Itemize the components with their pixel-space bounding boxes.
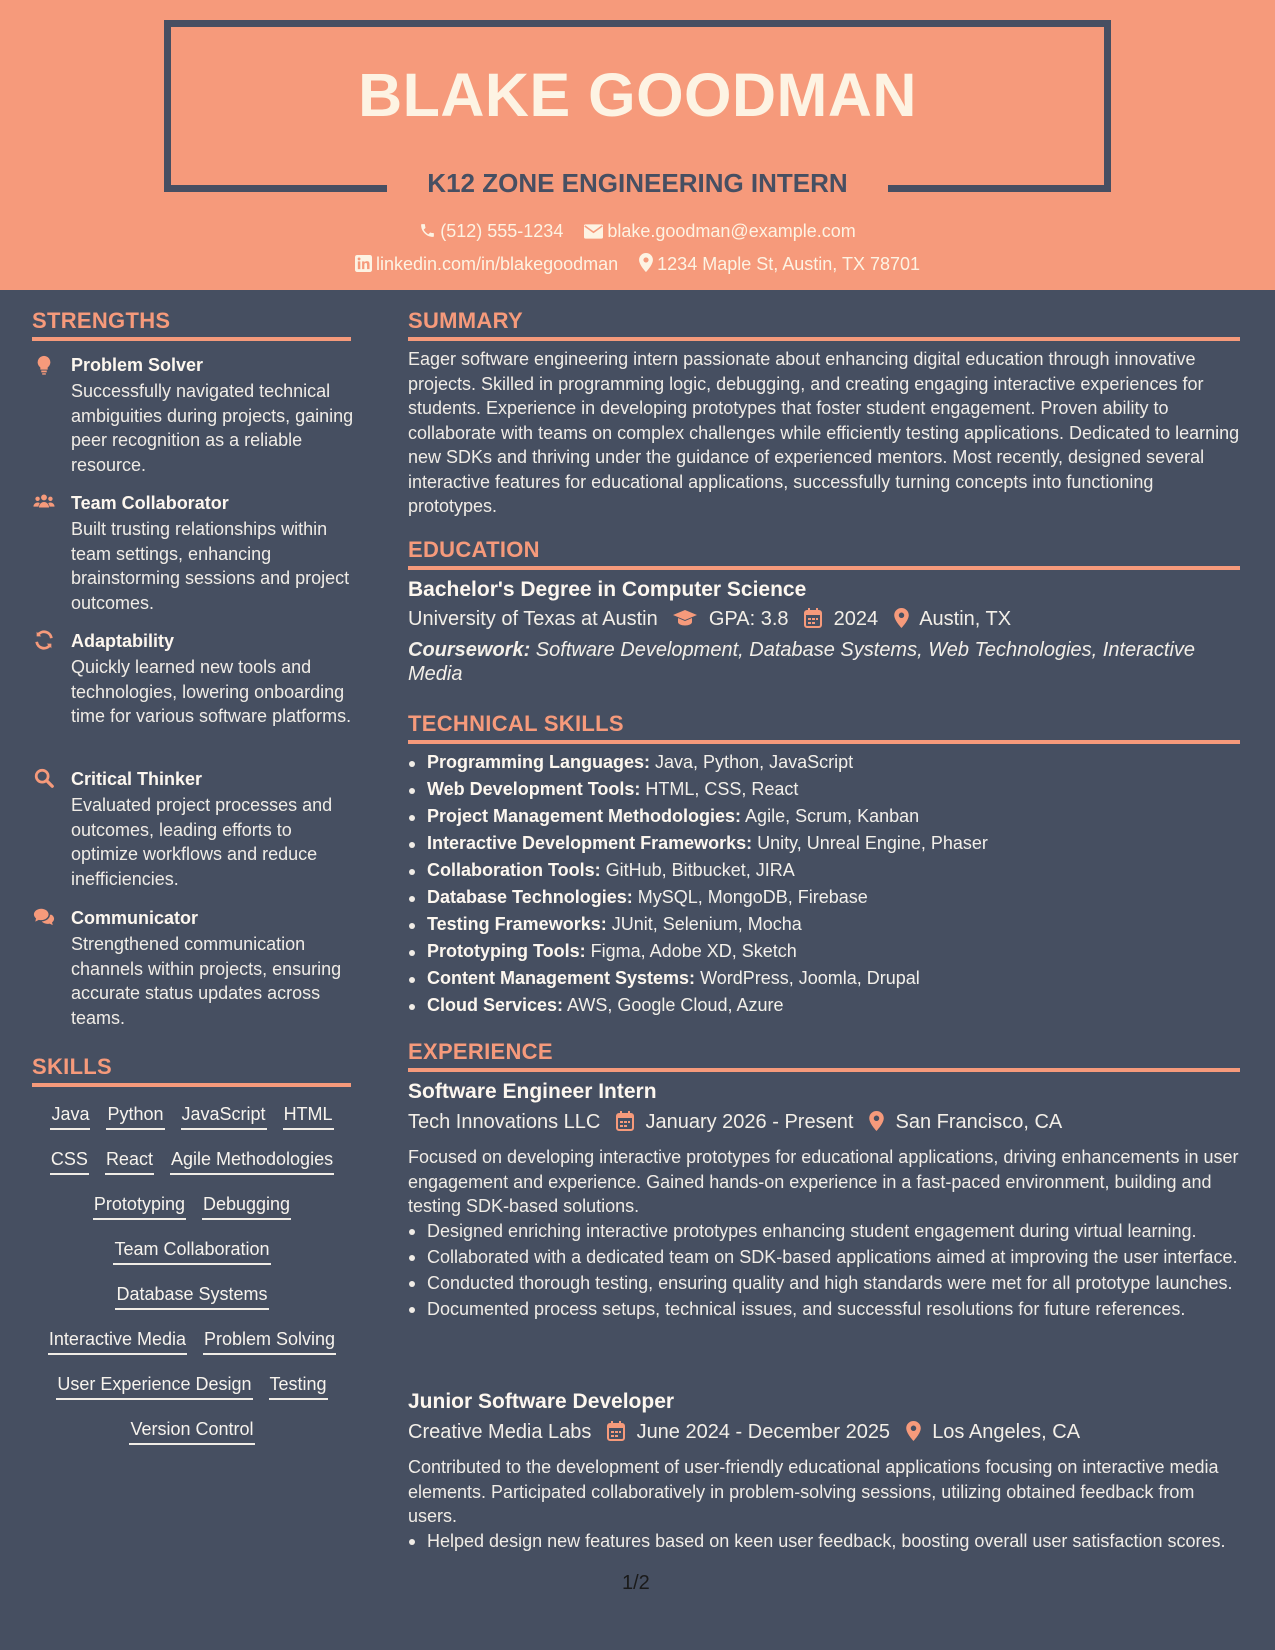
address-contact: 1234 Maple St, Austin, TX 78701 <box>639 253 920 275</box>
envelope-icon <box>584 224 603 239</box>
skill-tag: Testing <box>269 1374 328 1400</box>
map-pin-icon <box>894 608 909 628</box>
skill-tag: Interactive Media <box>48 1329 187 1355</box>
strengths-rule <box>32 337 351 341</box>
calendar-icon <box>607 1421 625 1441</box>
resume-header <box>0 0 1275 290</box>
technical-skills-rule <box>408 740 1240 744</box>
page-indicator: 1/2 <box>622 1572 650 1594</box>
graduation-year: 2024 <box>833 608 879 630</box>
skill-tag-row <box>32 1374 352 1400</box>
skill-tag: Agile Methodologies <box>170 1149 334 1175</box>
skill-tag: HTML <box>283 1104 334 1130</box>
strength-title: Adaptability <box>71 631 175 651</box>
list-item: Content Management Systems: WordPress, Joomla, Drupal <box>408 968 1240 995</box>
job-location: Los Angeles, CA <box>932 1421 1081 1443</box>
strength-title: Problem Solver <box>71 355 204 375</box>
users-icon <box>33 491 55 513</box>
skill-tag: Problem Solving <box>203 1329 336 1355</box>
job-meta <box>408 1111 1062 1134</box>
strength-description: Strengthened communication channels within projects, ensuring accurate status updates across teams. <box>71 934 342 1028</box>
skill-tag: CSS <box>50 1149 89 1175</box>
search-icon <box>33 767 55 789</box>
skill-tag-row <box>32 1194 352 1220</box>
job-bullets <box>408 1219 1240 1323</box>
job-location: San Francisco, CA <box>895 1111 1063 1133</box>
candidate-role: K12 ZONE ENGINEERING INTERN <box>427 168 848 198</box>
strengths-heading: STRENGTHS <box>32 308 171 333</box>
strength-description: Successfully navigated technical ambiguities during projects, gaining peer recognition as a reliable resource. <box>71 381 354 475</box>
calendar-icon <box>804 608 822 628</box>
job-description: Focused on developing interactive prototypes for educational applications, driving enhancements in user engagement and experience. Gained hands-on experience in a fast-paced environment, building and testing SDK-based solutions. <box>408 1147 1239 1216</box>
skill-tag: Team Collaboration <box>113 1239 270 1265</box>
degree-title: Bachelor's Degree in Computer Science <box>408 578 807 601</box>
list-item: Web Development Tools: HTML, CSS, React <box>408 779 1240 806</box>
candidate-name: BLAKE GOODMAN <box>358 61 917 129</box>
map-pin-icon <box>639 253 653 272</box>
skill-tag: Version Control <box>129 1419 254 1445</box>
job-meta <box>408 1421 1080 1444</box>
education-heading: EDUCATION <box>408 537 540 562</box>
lightbulb-icon <box>33 354 55 376</box>
school-name: University of Texas at Austin <box>408 608 658 630</box>
skill-tag: Database Systems <box>115 1284 268 1310</box>
education-rule <box>408 566 1240 570</box>
job-dates: January 2026 - Present <box>645 1111 854 1133</box>
skill-tag: Python <box>106 1104 164 1130</box>
strength-description: Quickly learned new tools and technologies, lowering onboarding time for various software platforms. <box>71 657 352 726</box>
coursework-label: Coursework: <box>408 639 531 661</box>
skill-tag-row <box>32 1239 352 1265</box>
list-item: Cloud Services: AWS, Google Cloud, Azure <box>408 995 1240 1022</box>
technical-skills-list <box>408 752 1240 1022</box>
list-item: Interactive Development Frameworks: Unity, Unreal Engine, Phaser <box>408 833 1240 860</box>
gpa: GPA: 3.8 <box>708 608 789 630</box>
sync-icon <box>33 629 55 651</box>
experience-heading: EXPERIENCE <box>408 1039 553 1064</box>
list-item: Designed enriching interactive prototypes enhancing student engagement during virtual learning. <box>408 1219 1240 1244</box>
skill-tag-row <box>32 1104 352 1130</box>
contact-row-1 <box>0 221 1275 242</box>
summary-rule <box>408 337 1240 341</box>
comments-icon <box>33 906 55 928</box>
company-name: Creative Media Labs <box>408 1421 592 1443</box>
job-dates: June 2024 - December 2025 <box>636 1421 891 1443</box>
linkedin-icon <box>355 255 372 272</box>
strength-title: Communicator <box>71 908 199 928</box>
strength-description: Evaluated project processes and outcomes, leading efforts to optimize workflows and reduce inefficiencies. <box>71 795 333 889</box>
email-contact[interactable]: blake.goodman@example.com <box>584 221 855 242</box>
skill-tag: Prototyping <box>93 1194 186 1220</box>
job-description: Contributed to the development of user-friendly educational applications focusing on interactive media elements. Participated collaboratively in problem-solving sessions, utilizing obtained feedback from users. <box>408 1457 1219 1526</box>
list-item: Documented process setups, technical issues, and successful resolutions for future references. <box>408 1297 1240 1322</box>
map-pin-icon <box>906 1421 921 1441</box>
map-pin-icon <box>869 1111 884 1131</box>
list-item: Programming Languages: Java, Python, JavaScript <box>408 752 1240 779</box>
experience-rule <box>408 1068 1240 1072</box>
linkedin-contact[interactable]: linkedin.com/in/blakegoodman <box>355 254 618 275</box>
strength-description: Built trusting relationships within team settings, enhancing brainstorming sessions and project outcomes. <box>71 519 350 613</box>
job-title: Software Engineer Intern <box>408 1080 657 1103</box>
job-bullets <box>408 1529 1240 1555</box>
skill-tag: Java <box>50 1104 90 1130</box>
skill-tag: JavaScript <box>181 1104 267 1130</box>
job-title: Junior Software Developer <box>408 1390 675 1413</box>
list-item: Helped design new features based on keen user feedback, boosting overall user satisfaction scores. <box>408 1529 1240 1554</box>
list-item: Prototyping Tools: Figma, Adobe XD, Sketch <box>408 941 1240 968</box>
skill-tag-row <box>32 1419 352 1445</box>
phone-contact[interactable]: (512) 555-1234 <box>419 221 563 242</box>
skill-tag-row <box>32 1149 352 1175</box>
graduation-cap-icon <box>673 610 697 628</box>
summary-text: Eager software engineering intern passionate about enhancing digital education through innovative projects. Skilled in programming logic, debugging, and creating engaging interactive experiences for students. Experience in developing prototypes that foster student engagement. Proven ability to collaborate with teams on complex challenges while efficiently testing applications. Dedicated to learning new SDKs and thriving under the guidance of experienced mentors. Most recently, designed several interactive features for educational applications, successfully turning concepts into functioning prototypes. <box>408 349 1240 516</box>
coursework-list: Software Development, Database Systems, Web Technologies, Interactive Media <box>408 639 1196 685</box>
list-item: Collaboration Tools: GitHub, Bitbucket, JIRA <box>408 860 1240 887</box>
education-meta <box>408 608 1011 631</box>
list-item: Testing Frameworks: JUnit, Selenium, Mocha <box>408 914 1240 941</box>
summary-heading: SUMMARY <box>408 308 523 333</box>
list-item: Conducted thorough testing, ensuring quality and high standards were met for all prototype launches. <box>408 1271 1240 1296</box>
company-name: Tech Innovations LLC <box>408 1111 601 1133</box>
skill-tag: Debugging <box>202 1194 291 1220</box>
skills-rule <box>32 1083 351 1087</box>
skill-tag: React <box>105 1149 154 1175</box>
list-item: Collaborated with a dedicated team on SDK-based applications aimed at improving the user interface. <box>408 1245 1240 1270</box>
list-item: Project Management Methodologies: Agile, Scrum, Kanban <box>408 806 1240 833</box>
phone-icon <box>419 222 436 239</box>
skill-tag-row <box>32 1284 352 1310</box>
list-item: Database Technologies: MySQL, MongoDB, Firebase <box>408 887 1240 914</box>
strength-title: Team Collaborator <box>71 493 229 513</box>
technical-skills-heading: TECHNICAL SKILLS <box>408 711 624 736</box>
skill-tag-row <box>32 1329 352 1355</box>
coursework <box>408 638 1240 686</box>
strength-title: Critical Thinker <box>71 769 203 789</box>
school-location: Austin, TX <box>919 608 1012 630</box>
contact-row-2 <box>0 253 1275 275</box>
skill-tag: User Experience Design <box>56 1374 252 1400</box>
skills-heading: SKILLS <box>32 1054 113 1079</box>
calendar-icon <box>616 1111 634 1131</box>
